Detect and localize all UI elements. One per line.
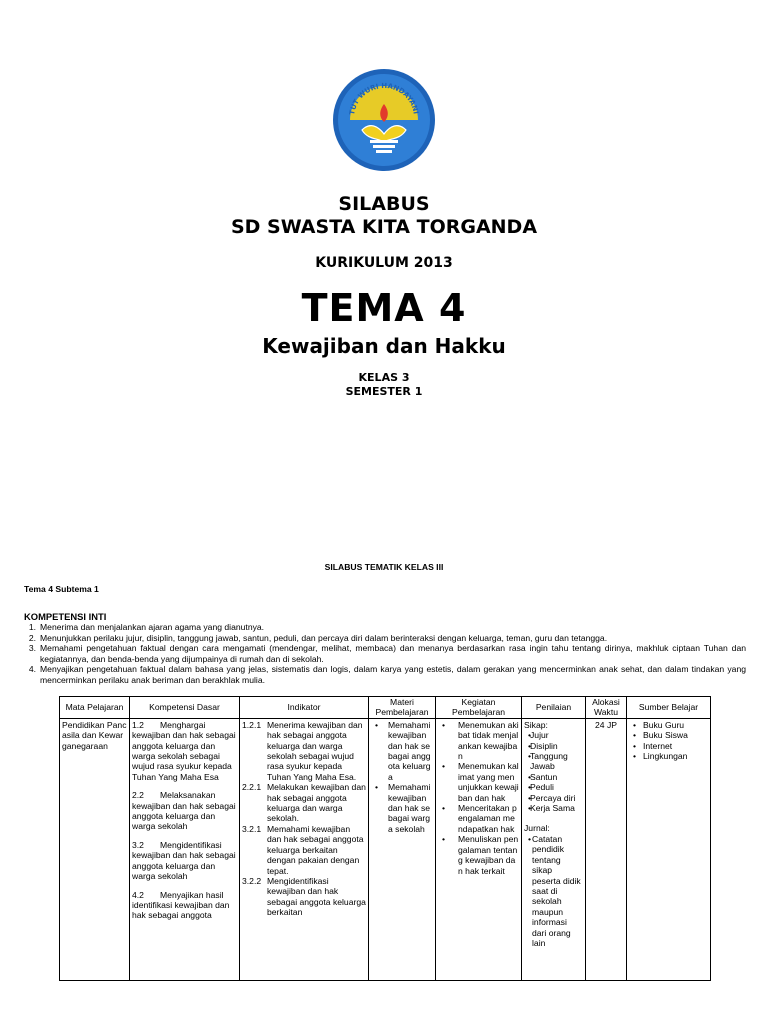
cell-indikator (240, 718, 369, 980)
cell-alokasi: 24 JP (586, 718, 627, 980)
cell-mapel: Pendidikan Pancasila dan Kewarganegaraan (60, 718, 130, 980)
sumber-item: • Buku Guru (629, 720, 708, 730)
sikap-item: • Disiplin (524, 741, 583, 751)
cell-materi (369, 718, 436, 980)
cell-sumber (627, 718, 711, 980)
kegiatan-item: • Menemukan kalimat yang menunjukkan kewajiban dan hak (438, 761, 519, 803)
kd-item: 2.2 Melaksanakan kewajiban dan hak sebagai anggota keluarga dan warga sekolah (132, 790, 236, 832)
sikap-item: • Peduli (524, 782, 583, 792)
jurnal-item: • Catatan pendidik tentang sikap peserta didik saat di sekolah maupun informasi dari orang lain (524, 834, 583, 948)
ki-item: 3. Memahami pengetahuan faktual dengan cara mengamati (mendengar, melihat, membaca) dan menanya berdasarkan rasa ingin tahu tentang dirinya, makhluk ciptaan Tuhan dan kegiatannya, dan benda-benda yang dijumpainya di rumah dan di sekolah. (28, 643, 746, 664)
sikap-item: • Percaya diri (524, 793, 583, 803)
cell-kd (130, 718, 240, 980)
sumber-item: • Internet (629, 741, 708, 751)
header-mapel: Mata Pelajaran (60, 697, 130, 719)
subtheme: Tema 4 Subtema 1 (24, 584, 99, 594)
table-header-row (60, 697, 711, 719)
table-row (60, 718, 711, 980)
header-penilaian: Penilaian (522, 697, 586, 719)
header-sumber: Sumber Belajar (627, 697, 711, 719)
indikator-item: 1.2.1 Menerima kewajiban dan hak sebagai anggota keluarga dan warga sekolah sebagai wujud rasa syukur kepada Tuhan Yang Maha Esa. (242, 719, 363, 782)
ki-item: 4. Menyajikan pengetahuan faktual dalam bahasa yang jelas, sistematis dan logis, dalam karya yang estetis, dalam gerakan yang mencerminkan anak sehat, dan dalam tindakan yang mencerminkan perilaku anak beriman dan berakhlak mulia. (28, 664, 746, 685)
semester: SEMESTER 1 (345, 385, 423, 398)
header-alokasi: Alokasi Waktu (586, 697, 627, 719)
ki-heading: KOMPETENSI INTI (24, 611, 107, 622)
sikap-item: • Kerja Sama (524, 803, 583, 813)
syllabus-title: SILABUS TEMATIK KELAS III (324, 562, 444, 572)
sumber-item: • Lingkungan (629, 751, 708, 761)
header-indikator: Indikator (240, 697, 369, 719)
ki-list (24, 622, 746, 685)
page-title: SILABUS (338, 193, 430, 215)
school-name: SD SWASTA KITA TORGANDA (230, 216, 538, 238)
logo-motto: TUT WURI HANDAYANI (348, 81, 420, 116)
sikap-label: Sikap: (524, 719, 548, 730)
sikap-item: • Jujur (524, 730, 583, 740)
syllabus-table (59, 696, 711, 981)
kd-item: 1.2 Menghargai kewajiban dan hak sebagai anggota keluarga dan warga sekolah sebagai wujud rasa syukur kepada Tuhan Yang Maha Esa (132, 719, 236, 782)
kegiatan-item: • Menceritakan pengalaman mendapatkan hak (438, 803, 519, 834)
cell-penilaian (522, 718, 586, 980)
tut-wuri-handayani-logo (332, 68, 436, 172)
ki-item: 2. Menunjukkan perilaku jujur, disiplin, tanggung jawab, santun, peduli, dan percaya diri dalam berinteraksi dengan keluarga, teman, guru dan tetangga. (28, 632, 608, 643)
curriculum: KURIKULUM 2013 (315, 255, 453, 271)
indikator-item: 2.2.1 Melakukan kewajiban dan hak sebagai anggota keluarga dan warga sekolah. (242, 782, 366, 824)
kd-item: 4.2 Menyajikan hasil identifikasi kewajiban dan hak sebagai anggota (132, 889, 230, 921)
sumber-item: • Buku Siswa (629, 730, 708, 740)
materi-item: • Memahami kewajiban dan hak sebagai anggota keluarga (371, 720, 433, 782)
sikap-item: • Tanggung Jawab (524, 751, 583, 772)
header-kegiatan: Kegiatan Pembelajaran (436, 697, 522, 719)
cell-kegiatan (436, 718, 522, 980)
indikator-item: 3.2.1 Memahami kewajiban dan hak sebagai anggota keluarga berkaitan dengan pakaian dengan tepat. (242, 823, 364, 876)
kegiatan-item: • Menuliskan pengalaman tentang kewajiban dan hak terkait (438, 834, 519, 876)
kegiatan-item: • Menemukan akibat tidak menjalankan kewajiban (438, 720, 519, 762)
theme-name: Kewajiban dan Hakku (262, 334, 506, 358)
grade: KELAS 3 (358, 371, 410, 384)
ki-item: 1. Menerima dan menjalankan ajaran agama yang dianutnya. (28, 622, 265, 632)
theme-number: TEMA 4 (301, 286, 467, 330)
materi-item: • Memahami kewajiban dan hak sebagai warga sekolah (371, 782, 433, 834)
kd-item: 3.2 Mengidentifikasi kewajiban dan hak sebagai anggota keluarga dan warga sekolah (132, 839, 236, 882)
header-kd: Kompetensi Dasar (130, 697, 240, 719)
jurnal-label: Jurnal: (524, 823, 550, 834)
sikap-item: • Santun (524, 772, 583, 782)
header-materi: Materi Pembelajaran (369, 697, 436, 719)
indikator-item: 3.2.2 Mengidentifikasi kewajiban dan hak sebagai anggota keluarga berkaitan (242, 875, 366, 918)
